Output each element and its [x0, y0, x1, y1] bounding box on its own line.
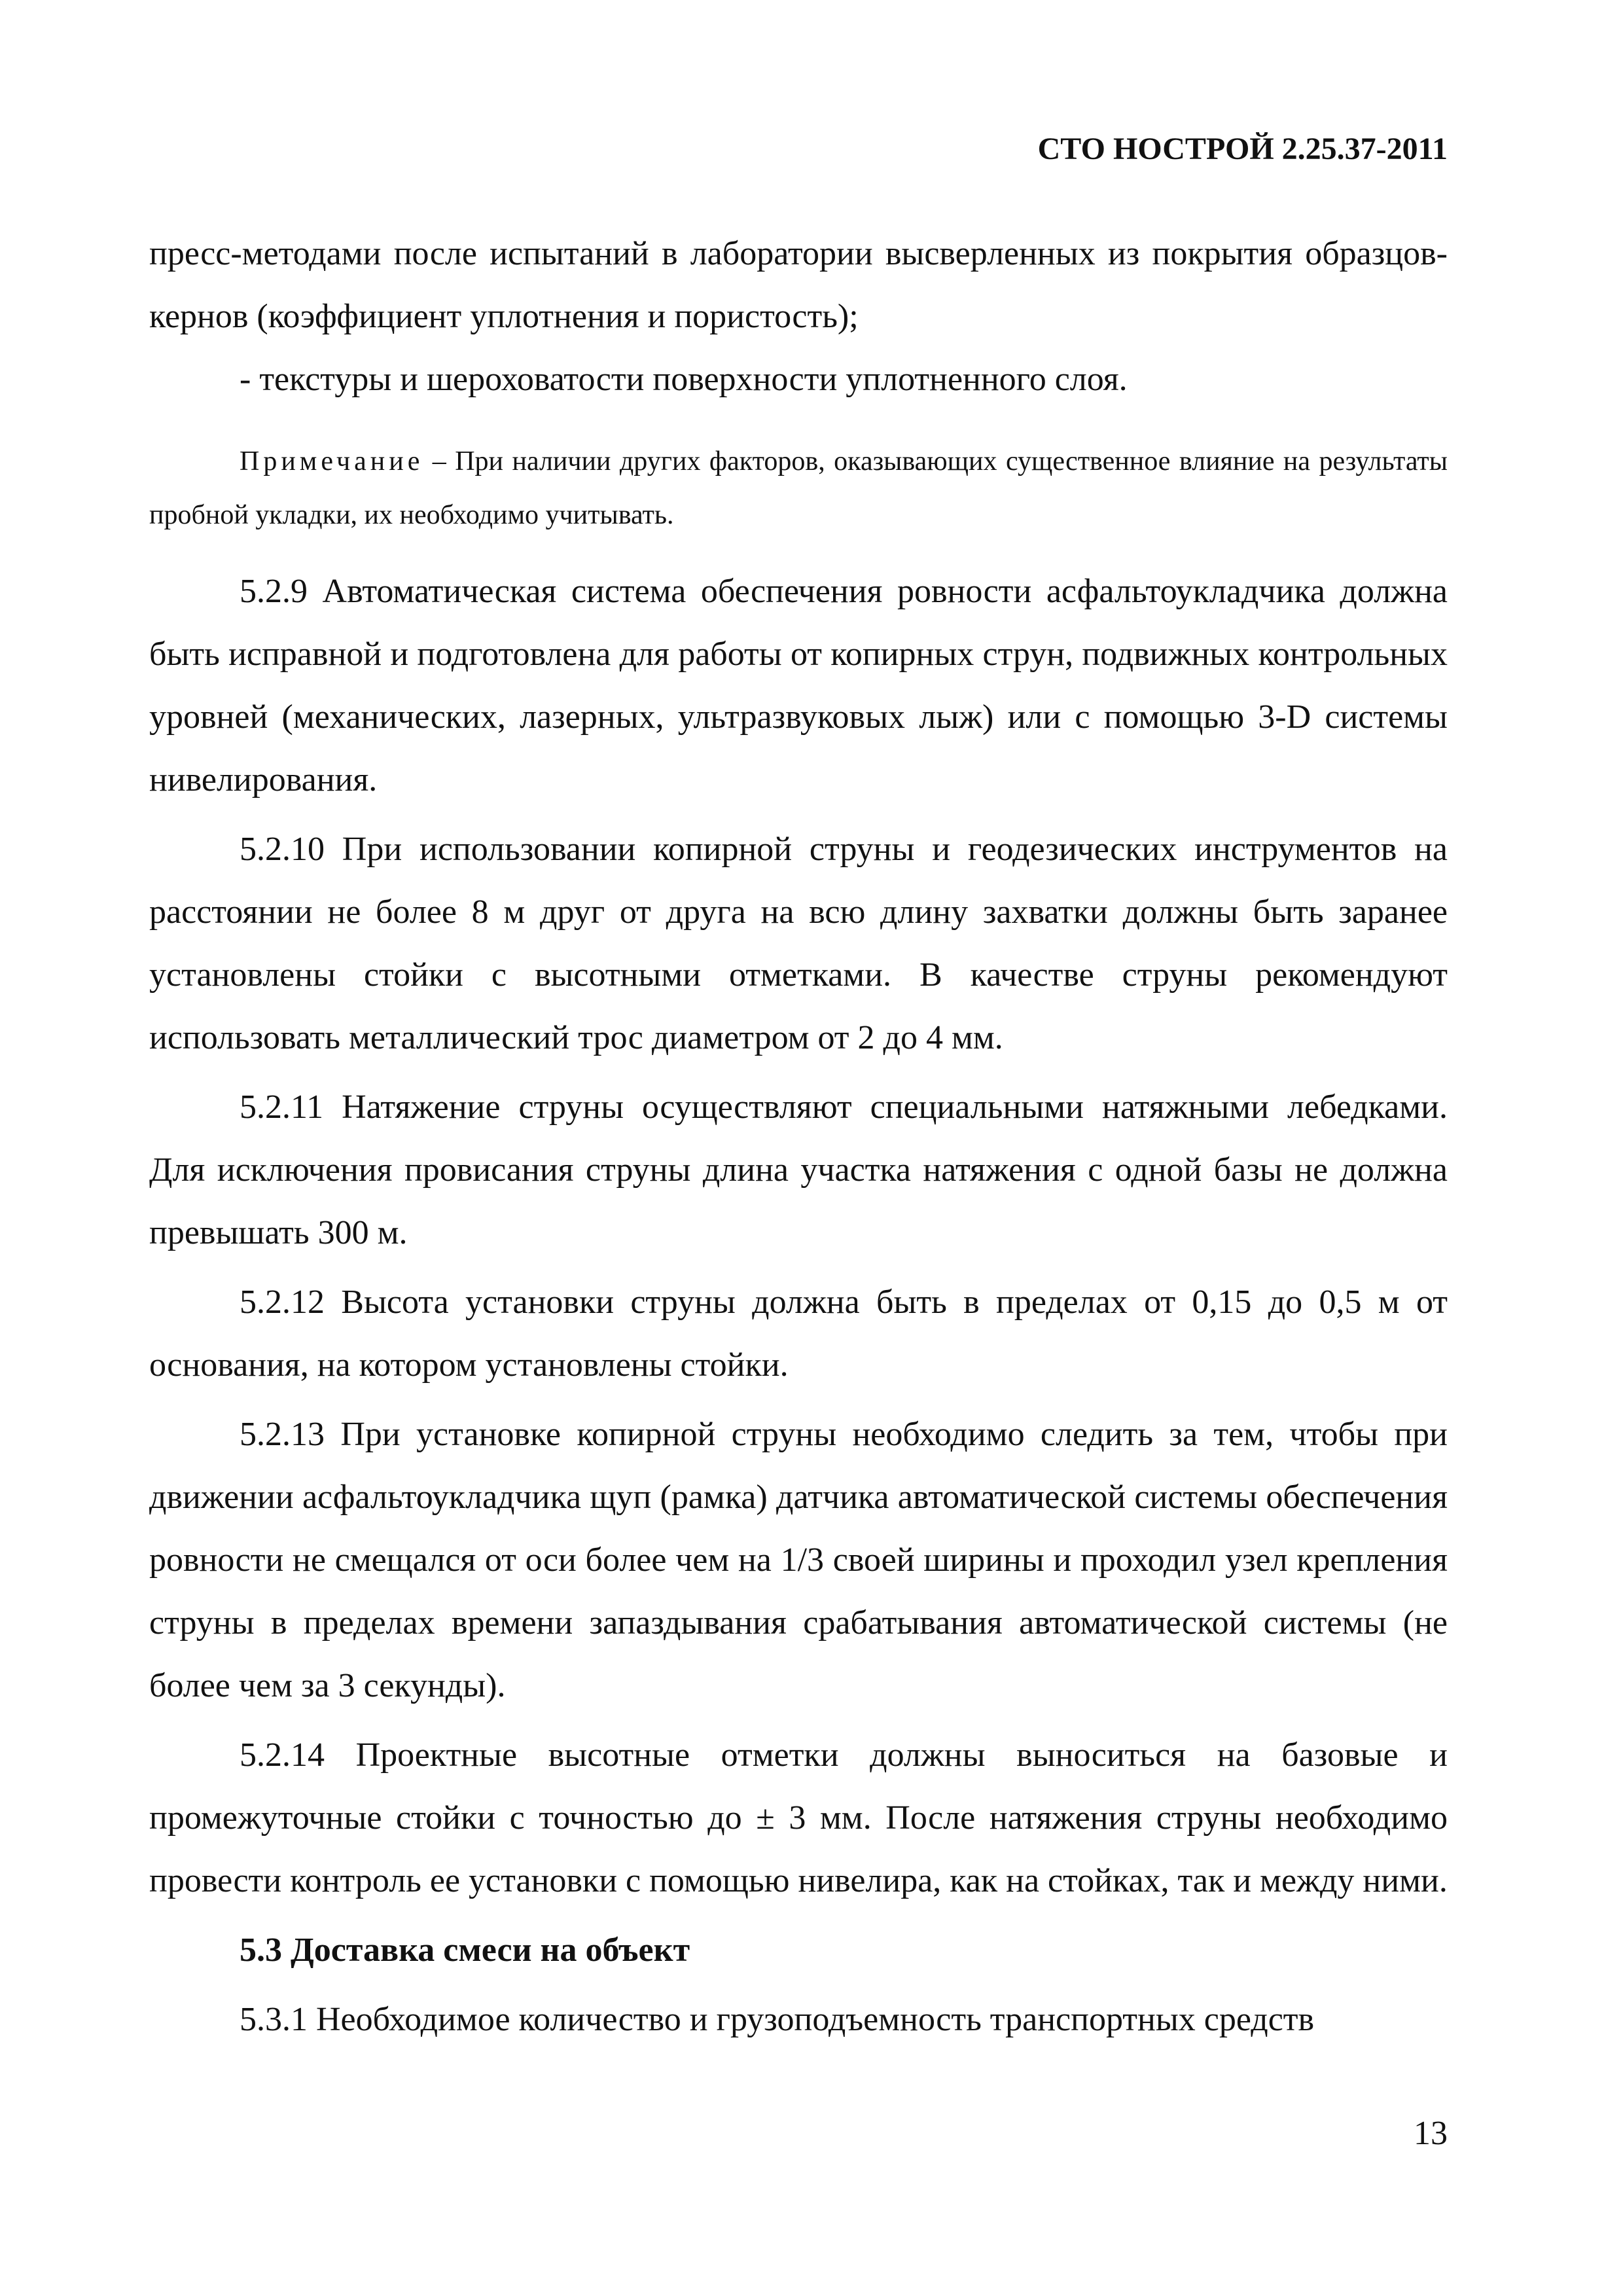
- note-text: – При наличии других факторов, оказывающих существенное влияние на результаты пробной укладки, их необходимо учитывать.: [149, 446, 1448, 530]
- paragraph-5-3-1: 5.3.1 Необходимое количество и грузоподъемность транспортных средств: [240, 2001, 1315, 2038]
- document-code-header: СТО НОСТРОЙ 2.25.37-2011: [1037, 132, 1448, 166]
- paragraph-5-2-13: 5.2.13 При установке копирной струны необходимо следить за тем, чтобы при движении асфальтоукладчика щуп (рамка) датчика автоматической системы обеспечения ровности не смещался от оси более чем на 1/3 своей ширины и проходил узел крепления струны в пределах времени запаздывания срабатывания автоматической системы (не более чем за 3 секунды).: [149, 1416, 1448, 1704]
- paragraph-5-2-11: 5.2.11 Натяжение струны осуществляют специальными натяжными лебедками. Для исключения провисания струны длина участка натяжения с одной базы не должна превышать 300 м.: [149, 1088, 1448, 1251]
- document-body: [149, 223, 1448, 2051]
- paragraph-continuation: пресс-методами после испытаний в лаборатории высверленных из покрытия образцов-кернов (коэффициент уплотнения и пористость);: [149, 235, 1448, 335]
- note-block: [149, 435, 1448, 542]
- paragraph-5-2-14: 5.2.14 Проектные высотные отметки должны выноситься на базовые и промежуточные стойки с точностью до ± 3 мм. После натяжения струны необходимо провести контроль ее установки с помощью нивелира, как на стойках, так и между ними.: [149, 1736, 1448, 1899]
- paragraph-5-2-9: 5.2.9 Автоматическая система обеспечения ровности асфальтоукладчика должна быть исправной и подготовлена для работы от копирных струн, подвижных контрольных уровней (механических, лазерных, ультразвуковых лыж) или с помощью 3-D системы нивелирования.: [149, 573, 1448, 798]
- note-label: Примечание: [240, 446, 424, 476]
- paragraph-5-2-10: 5.2.10 При использовании копирной струны и геодезических инструментов на расстоянии не более 8 м друг от друга на всю длину захватки должны быть заранее установлены стойки с высотными отметками. В качестве струны рекомендуют использовать металлический трос диаметром от 2 до 4 мм.: [149, 831, 1448, 1056]
- page-number: 13: [1414, 2115, 1448, 2152]
- list-item-texture: - текстуры и шероховатости поверхности уплотненного слоя.: [240, 361, 1128, 398]
- section-title-5-3: 5.3 Доставка смеси на объект: [240, 1931, 690, 1969]
- paragraph-5-2-12: 5.2.12 Высота установки струны должна быть в пределах от 0,15 до 0,5 м от основания, на котором установлены стойки.: [149, 1283, 1448, 1384]
